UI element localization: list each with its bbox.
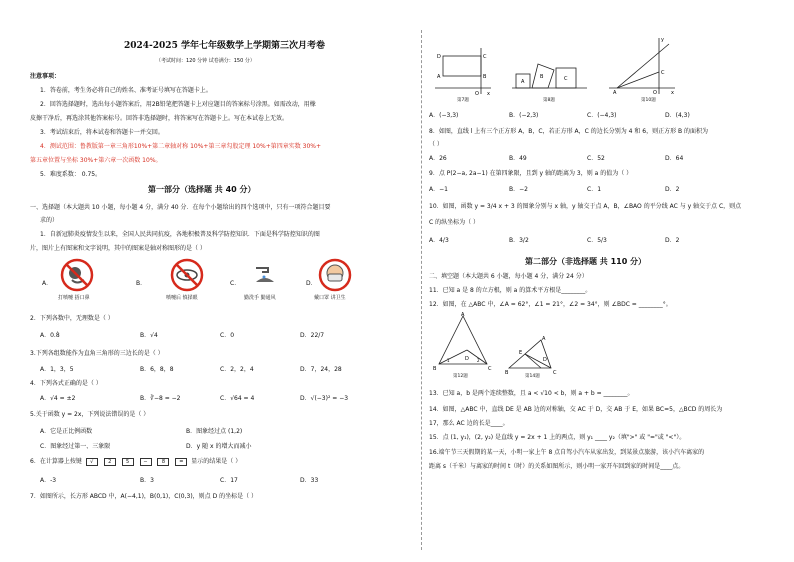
- q1-option-d-letter: D．: [306, 280, 317, 287]
- fig10-label-x: x: [671, 90, 674, 96]
- right-column: [397, 0, 794, 562]
- part2-title: 第二部分（非选择题 共 110 分）: [525, 257, 647, 266]
- question-8: 8．如图，直线 l 上有三个正方形 A，B，C，若正方形 A，C 的边长分别为 4 和 6，则正方形 B 的面积为: [429, 128, 709, 135]
- q2-option-d: D．22/7: [300, 332, 325, 339]
- fig12-label-b: B: [433, 366, 437, 372]
- note-item: 2．回答选择题时，选出每小题答案后，用2B铅笔把答题卡上对应题目的答案标号涂黑。如需改动，用橡: [40, 101, 316, 108]
- question-10-cont: C 的纵坐标为（ ）: [429, 219, 480, 226]
- q9-option-b: B．−2: [509, 186, 528, 193]
- fig12-label-a: A: [461, 312, 465, 318]
- question-2: 2．下列各数中，无理数是（ ）: [30, 315, 114, 322]
- fill-instruction: 二、填空题（本大题共 6 小题，每小题 4 分，满分 24 分）: [429, 273, 588, 280]
- calc-key-2: 2: [104, 458, 116, 466]
- question-3: 3.下列各组数能作为直角三角形的三边长的是（ ）: [30, 350, 164, 357]
- fig14-label-b: B: [505, 370, 509, 374]
- q10-option-d: D．2: [665, 237, 680, 244]
- fig7-label-b: B: [483, 74, 487, 80]
- fig14-label-e: E: [519, 350, 523, 356]
- question-8-cont: （ ）: [429, 141, 443, 148]
- q8-option-c: C．52: [587, 155, 605, 162]
- question-1-cont: 片，图片上有图案和文字说明，其中的图案是轴对称图形的是（ ）: [30, 245, 206, 252]
- q7-option-b: B．(−2,3): [509, 112, 539, 119]
- q5-option-d: D．y 随 x 的增大而减小: [186, 443, 252, 450]
- fig12-label-1: 1: [447, 358, 450, 363]
- q4-option-c: C．√64 = 4: [220, 395, 255, 402]
- q1-option-c-caption: 勤洗手 勤通风: [244, 295, 276, 301]
- q10-option-c: C．5/3: [587, 237, 607, 244]
- question-11: 11．已知 a 是 8 的立方根，则 a 的算术平方根是________。: [429, 287, 592, 294]
- fig10-caption: 第10题: [641, 98, 656, 103]
- fig10-label-c: C: [661, 70, 665, 76]
- question-1: 1．自新冠肺炎疫情发生以来，全国人民共同抗疫，各地积极普及科学防控知识．下面是科学防控知识的图: [40, 231, 320, 238]
- q10-option-a: A．4/3: [429, 237, 449, 244]
- q6-prefix: 6．在计算器上按键: [30, 458, 82, 465]
- q1-option-b-caption: 喷嚏后 慎揉眼: [166, 295, 198, 301]
- q1-option-b-letter: B．: [136, 280, 147, 287]
- figure-7-rectangle: [433, 46, 493, 96]
- fig12-caption: 第12题: [453, 374, 468, 379]
- q4-option-a: A．√4 = ±2: [40, 395, 76, 402]
- hand-wash-icon: [248, 258, 282, 292]
- notes-heading: 注意事项：: [30, 73, 61, 80]
- part1-instruction-cont: 求的）: [40, 217, 59, 224]
- q4-option-d: D．√(−3)² = −3: [300, 395, 349, 402]
- q5-option-a: A．它是正比例函数: [40, 428, 93, 435]
- fig8-label-b: B: [540, 74, 544, 80]
- q4-option-b: B．∛−8 = −2: [140, 395, 181, 402]
- q1-option-a-letter: A．: [42, 280, 53, 287]
- question-16: 16.端午节三天假期的某一天，小明一家上午 8 点自驾小汽车从家出发，到某景点旅游，该小汽车离家的: [429, 449, 705, 456]
- fig14-label-c: C: [553, 370, 557, 374]
- note-item: 1．答卷前，考生务必将自己的姓名、准考证号填写在答题卡上。: [40, 87, 212, 94]
- question-4: 4．下列各式正确的是（ ）: [30, 380, 102, 387]
- q10-option-b: B．3/2: [509, 237, 529, 244]
- calc-key-8: 8: [157, 458, 169, 466]
- q1-option-a-caption: 打喷嚏 捂口鼻: [58, 295, 90, 301]
- fig12-label-c: C: [488, 366, 492, 372]
- exam-subtitle: （考试时间：120 分钟 试卷满分：150 分）: [156, 58, 255, 64]
- question-12: 12．如图，在 △ABC 中，∠A = 62°，∠1 = 21°，∠2 = 34°，则 ∠BDC = ________°。: [429, 301, 672, 308]
- q3-option-b: B．6，8，8: [140, 366, 174, 373]
- part1-title: 第一部分（选择题 共 40 分）: [148, 185, 256, 194]
- question-14: 14．如图，△ABC 中，直线 DE 是 AB 边的对称轴，交 AC 于 D，交 AB 于 E，如果 BC=5，△BCD 的周长为: [429, 406, 723, 413]
- q6-suffix: 显示的结果是（ ）: [191, 458, 242, 465]
- figure-10-graph: [607, 34, 677, 96]
- face-mask-icon: [318, 258, 352, 292]
- question-14-cont: 17，那么 AC 边的长是____。: [429, 420, 509, 427]
- q8-option-d: D．64: [665, 155, 684, 162]
- note-item: 5．难度系数： 0.75。: [40, 171, 102, 178]
- q6-option-c: C．17: [220, 477, 238, 484]
- fig7-label-o: O: [475, 91, 479, 96]
- q6-option-d: D．33: [300, 477, 319, 484]
- calc-key-minus: −: [140, 458, 152, 466]
- q6-option-a: A．-3: [40, 477, 57, 484]
- fig8-label-c: C: [564, 76, 568, 82]
- note-item-scope-cont: 第五章位置与坐标 30%+第六章一次函数 10%。: [30, 157, 162, 164]
- fig8-caption: 第8题: [543, 98, 555, 103]
- fig14-label-d: D: [543, 357, 547, 363]
- q3-option-c: C．2，2，4: [220, 366, 254, 373]
- q8-option-a: A．26: [429, 155, 447, 162]
- q2-option-b: B．√4: [140, 332, 158, 339]
- question-5: 5.关于函数 y = 2x，下列说法错误的是（ ）: [30, 411, 150, 418]
- no-eye-rub-icon: [170, 258, 204, 292]
- fig14-label-a: A: [542, 336, 546, 342]
- calc-key-sqrt: √: [86, 458, 98, 466]
- q9-option-c: C．1: [587, 186, 602, 193]
- q3-option-a: A．1，3，5: [40, 366, 74, 373]
- figure-8-squares: [512, 50, 587, 95]
- q3-option-d: D．7，24，28: [300, 366, 342, 373]
- part1-instruction: 一、选择题（本大题共 10 小题，每小题 4 分，满分 40 分．在每个小题给出的四个选项中，只有一项符合题目要: [30, 204, 331, 211]
- question-10: 10．如图，函数 y = 3/4 x + 3 的图象分别与 x 轴，y 轴交于点 A，B，∠BAO 的平分线 AC 与 y 轴交于点 C，则点: [429, 203, 742, 210]
- q6-option-b: B．3: [140, 477, 154, 484]
- no-sneeze-icon: [60, 258, 94, 292]
- q1-option-c-letter: C．: [230, 280, 241, 287]
- q7-option-d: D．(4,3): [665, 112, 690, 119]
- calc-key-5: 5: [122, 458, 134, 466]
- fig7-label-c: C: [483, 54, 487, 60]
- q7-option-c: C．(−4,3): [587, 112, 617, 119]
- fig7-label-d: D: [437, 54, 441, 60]
- note-item: 3．考试结束后，将本试卷和答题卡一并交回。: [40, 129, 164, 136]
- calc-key-equals: =: [175, 458, 187, 466]
- q8-option-b: B．49: [509, 155, 527, 162]
- fig7-caption: 第7题: [457, 98, 469, 103]
- q7-option-a: A．(−3,3): [429, 112, 459, 119]
- q5-option-c: C．图象经过第一、三象限: [40, 443, 111, 450]
- fig10-label-y: y: [661, 37, 664, 43]
- fig8-label-a: A: [521, 79, 525, 85]
- question-7: 7．如图所示，长方形 ABCD 中，A(−4,1)，B(0,1)，C(0,3)，则点 D 的坐标是（ ）: [30, 493, 258, 500]
- q9-option-d: D．2: [665, 186, 680, 193]
- q1-option-d-caption: 戴口罩 讲卫生: [314, 295, 346, 301]
- fig12-label-2: 2: [477, 358, 480, 363]
- q9-option-a: A．−1: [429, 186, 448, 193]
- fig12-label-d: D: [465, 356, 469, 362]
- note-item: 皮擦干净后，再选涂其他答案标号。回答非选择题时，将答案写在答题卡上。写在本试卷上无效。: [30, 115, 289, 122]
- question-16-cont: 距离 s（千米）与离家的时间 t（时）的关系如图所示，则小明一家开车回到家的时间是____点。: [429, 463, 685, 470]
- q2-option-a: A．0.8̇: [40, 332, 60, 339]
- question-9: 9．点 P(2−a, 2a−1) 在第四象限，且到 y 轴的距离为 3，则 a 的值为（ ）: [429, 170, 633, 177]
- fig14-caption: 第14题: [525, 374, 540, 379]
- q2-option-c: C．0: [220, 332, 235, 339]
- figure-14-triangle: [505, 334, 571, 374]
- question-15: 15．点 (1, y₁)，(2, y₂) 是直线 y = 2x + 1 上的两点，则 y₁ ____ y₂（填">" 或 "="或 "<"）。: [429, 434, 686, 441]
- fig7-label-x: x: [487, 91, 490, 96]
- fig7-label-a: A: [437, 74, 441, 80]
- question-6: [30, 458, 241, 466]
- fig10-label-a: A: [613, 90, 617, 96]
- note-item-scope: 4．测试范围：鲁教版第一章三角形10%+第二章轴对称 10%+第三章勾股定理 10%+第四章实数 30%+: [40, 143, 321, 150]
- question-13: 13．已知 a，b 是两个连续整数，且 a < √10 < b，则 a + b = ________。: [429, 390, 634, 397]
- fig10-label-o: O: [653, 90, 657, 96]
- q5-option-b: B．图象经过点 (1,2): [186, 428, 243, 435]
- exam-title: 2024-2025 学年七年级数学上学期第三次月考卷: [124, 41, 325, 51]
- figure-12-triangle: [433, 312, 493, 372]
